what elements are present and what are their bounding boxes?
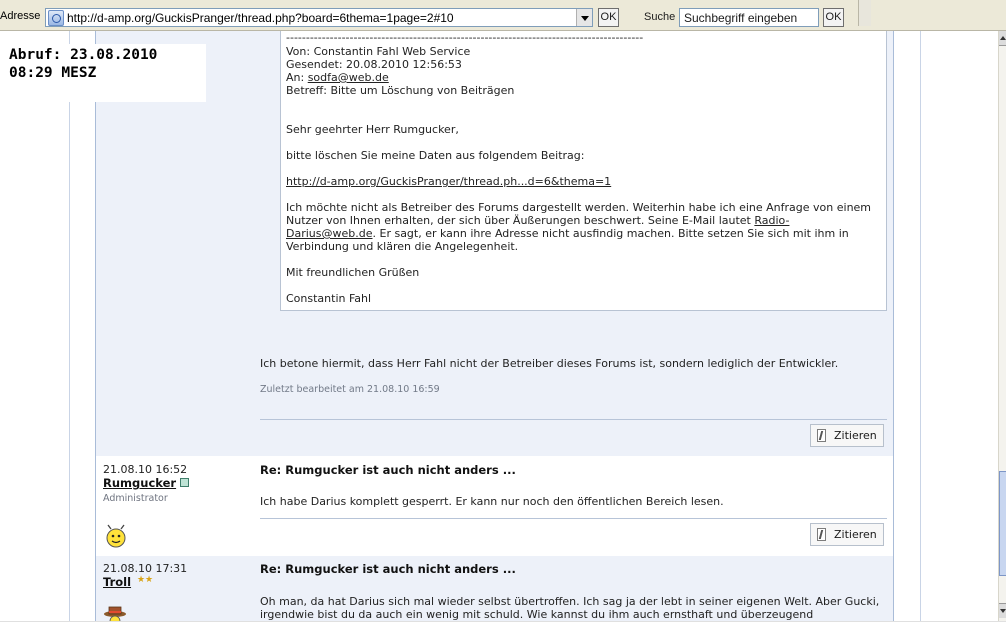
- email-link[interactable]: sodfa@web.de: [307, 71, 389, 84]
- page-border-left: [69, 31, 70, 624]
- email-link[interactable]: Radio-Darius@web.de: [286, 214, 790, 240]
- post-date: 21.08.10 17:31: [103, 562, 188, 575]
- quote-button-label: Zitieren: [834, 429, 877, 442]
- post-text: Ich betone hiermit, dass Herr Fahl nicht der Betreiber dieses Forums ist, sondern lediglich der Entwickler.: [260, 357, 839, 370]
- post-author[interactable]: Rumgucker: [103, 476, 177, 490]
- quote-body-b: . Er sagt, er kann ihre Adresse nicht ausfindig machen. Bitte setzen Sie sich mit ihm in Verbindung und klären die Angelegenheit.: [286, 227, 849, 253]
- quote-separator: ------------------------------------------------------------------------------------------: [286, 31, 644, 44]
- vertical-scrollbar[interactable]: [998, 31, 1006, 624]
- search-label: Suche: [644, 11, 676, 23]
- bottom-edge: [0, 621, 1006, 625]
- quote-body-a: Ich möchte nicht als Betreiber des Forums dargestellt werden. Weiterhin habe ich eine Anfrage von einem Nutzer von Ihnen erhalten, der sich über Äußerungen beschwert. Seine E-Mail lautet: [286, 201, 872, 227]
- post-title: Re: Rumgucker ist auch nicht anders ...: [260, 463, 516, 477]
- admin-badge-icon: [180, 478, 189, 487]
- quote-greeting: Sehr geehrter Herr Rumgucker,: [286, 123, 459, 136]
- post-title: Re: Rumgucker ist auch nicht anders ...: [260, 562, 516, 576]
- quote-button-label: Zitieren: [834, 528, 877, 541]
- quote-request: bitte löschen Sie meine Daten aus folgendem Beitrag:: [286, 149, 585, 162]
- quote-sent: Gesendet: 20.08.2010 12:56:53: [286, 58, 462, 71]
- quote-button[interactable]: [810, 523, 884, 546]
- page-border-right: [920, 31, 921, 624]
- quote-subject: Betreff: Bitte um Löschung von Beiträgen: [286, 84, 515, 97]
- address-url[interactable]: http://d-amp.org/GuckisPranger/thread.php?board=6thema=1page=2#10: [67, 11, 454, 25]
- post-author[interactable]: Troll: [103, 575, 132, 589]
- rank-star-icon: ★: [145, 575, 154, 585]
- quote-body: [286, 201, 876, 253]
- chevron-down-icon[interactable]: [576, 9, 592, 26]
- quote-to-prefix: An:: [286, 71, 308, 84]
- page-icon: [48, 10, 64, 26]
- scroll-up-icon[interactable]: [999, 31, 1006, 46]
- toolbar-scroll[interactable]: [858, 0, 871, 26]
- quote-closing: Mit freundlichen Grüßen: [286, 266, 420, 279]
- retrieval-stamp: [8, 44, 206, 102]
- post-text: Ich habe Darius komplett gesperrt. Er kann nur noch den öffentlichen Bereich lesen.: [260, 495, 724, 508]
- quote-icon: [817, 528, 826, 541]
- browser-toolbar: [0, 0, 1006, 31]
- address-bar[interactable]: [45, 8, 593, 27]
- scroll-thumb[interactable]: [999, 471, 1006, 576]
- retrieval-time: 08:29 MESZ: [9, 65, 97, 81]
- post-divider: [260, 518, 887, 519]
- rank-star-icon: ★: [137, 575, 146, 585]
- retrieval-date: Abruf: 23.08.2010: [9, 47, 158, 63]
- post-text: Oh man, da hat Darius sich mal wieder selbst übertroffen. Ich sag ja der lebt in seiner eigenen Welt. Aber Gucki, irgendwie bist du da auch ein wenig mit schuld. Wie kannst du ihm auch ernsthaft und überzeugend: [260, 595, 880, 621]
- post-divider: [260, 419, 887, 420]
- quote-icon: [817, 429, 826, 442]
- go-button[interactable]: OK: [598, 8, 619, 27]
- quote-from: Von: Constantin Fahl Web Service: [286, 45, 471, 58]
- quote-link-row: [286, 175, 611, 188]
- quote-to: [286, 71, 389, 84]
- quote-button[interactable]: [810, 424, 884, 447]
- user-role: Administrator: [103, 493, 168, 504]
- search-button[interactable]: OK: [823, 8, 844, 27]
- quote-signature: Constantin Fahl: [286, 292, 372, 305]
- search-input[interactable]: Suchbegriff eingeben: [679, 8, 819, 27]
- smiley-avatar-icon: [103, 523, 129, 549]
- address-label: Adresse: [0, 10, 41, 22]
- post-date: 21.08.10 16:52: [103, 463, 188, 476]
- thread-link[interactable]: http://d-amp.org/GuckisPranger/thread.ph...d=6&thema=1: [286, 175, 612, 188]
- edited-note: Zuletzt bearbeitet am 21.08.10 16:59: [260, 384, 440, 395]
- scroll-down-icon[interactable]: [999, 603, 1006, 618]
